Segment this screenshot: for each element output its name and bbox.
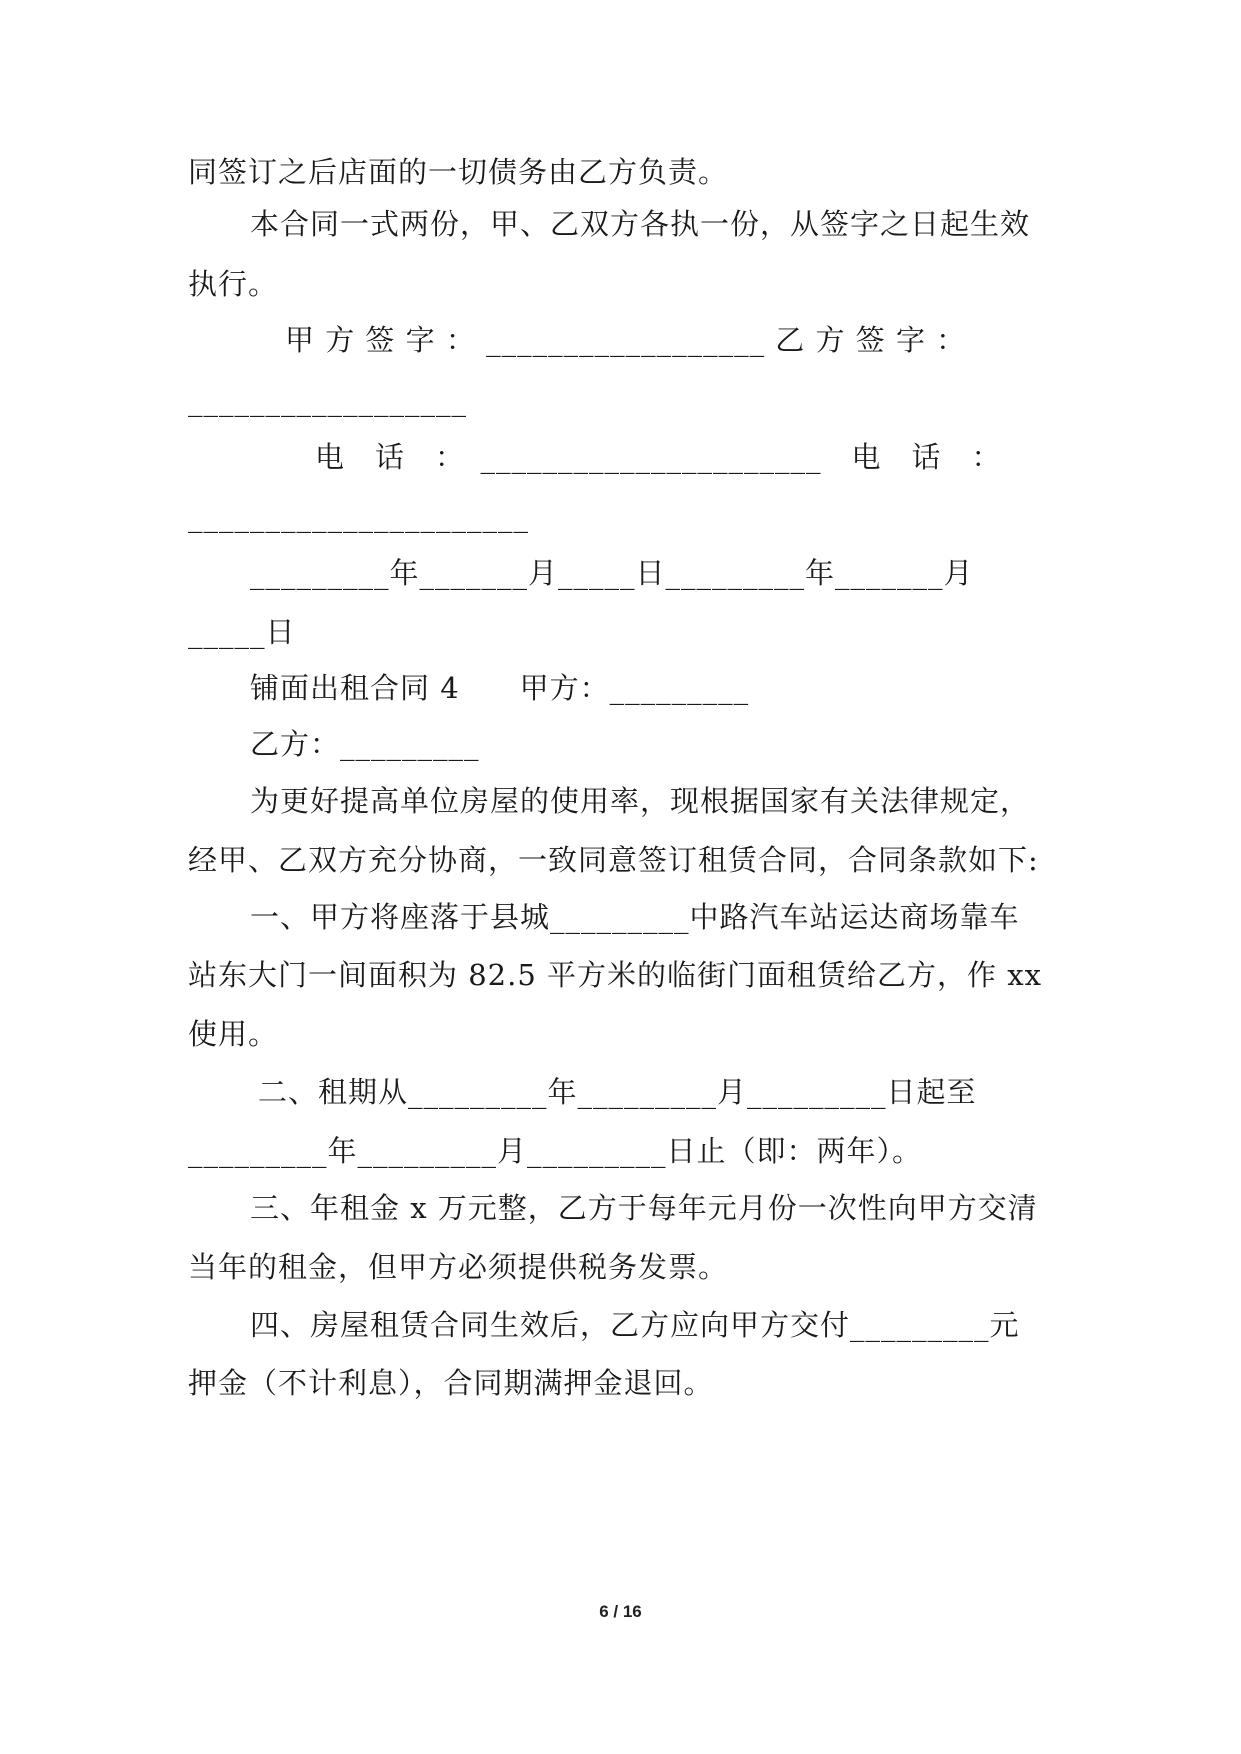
contract-heading: 铺面出租合同 4 甲方：_________ <box>250 671 750 705</box>
date-line-end: _____日 <box>188 615 296 649</box>
phone-blank: ______________________ <box>188 499 529 533</box>
text-line: 为更好提高单位房屋的使用率，现根据国家有关法律规定， <box>250 784 1031 818</box>
text-line: 使用。 <box>188 1017 279 1051</box>
signature-blank: __________________ <box>188 383 467 417</box>
text-line: 押金（不计利息），合同期满押金退回。 <box>188 1366 714 1400</box>
clause-1: 一、甲方将座落于县城_________中路汽车站运达商场靠车 <box>250 900 1020 934</box>
text-line: 当年的租金，但甲方必须提供税务发票。 <box>188 1250 729 1284</box>
clause-4: 四、房屋租赁合同生效后，乙方应向甲方交付_________元 <box>250 1308 1020 1342</box>
clause-3: 三、年租金 x 万元整，乙方于每年元月份一次性向甲方交清 <box>250 1191 1038 1225</box>
text-line: 执行。 <box>188 267 279 301</box>
page-number: 6 / 16 <box>599 1602 642 1621</box>
text-line: _________年_________月_________日止（即：两年）。 <box>188 1134 923 1168</box>
text-line: 同签订之后店面的一切债务由乙方负责。 <box>188 155 729 189</box>
party-b-line: 乙方：_________ <box>250 727 480 761</box>
clause-2: 二、租期从_________年_________月_________日起至 <box>258 1075 977 1109</box>
text-line: 本合同一式两份，甲、乙双方各执一份，从签字之日起生效 <box>250 207 1031 241</box>
phone-line: 电 话 ： ______________________ 电 话 ： <box>315 440 1002 474</box>
text-line: 经甲、乙双方充分协商，一致同意签订租赁合同，合同条款如下: <box>188 843 1039 877</box>
date-line: _________年_______月_____日_________年_______月 <box>250 556 974 590</box>
text-line: 站东大门一间面积为 82.5 平方米的临街门面租赁给乙方，作 xx <box>188 958 1042 992</box>
signature-line: 甲 方 签 字 ： __________________ 乙 方 签 字 ： <box>285 323 967 357</box>
